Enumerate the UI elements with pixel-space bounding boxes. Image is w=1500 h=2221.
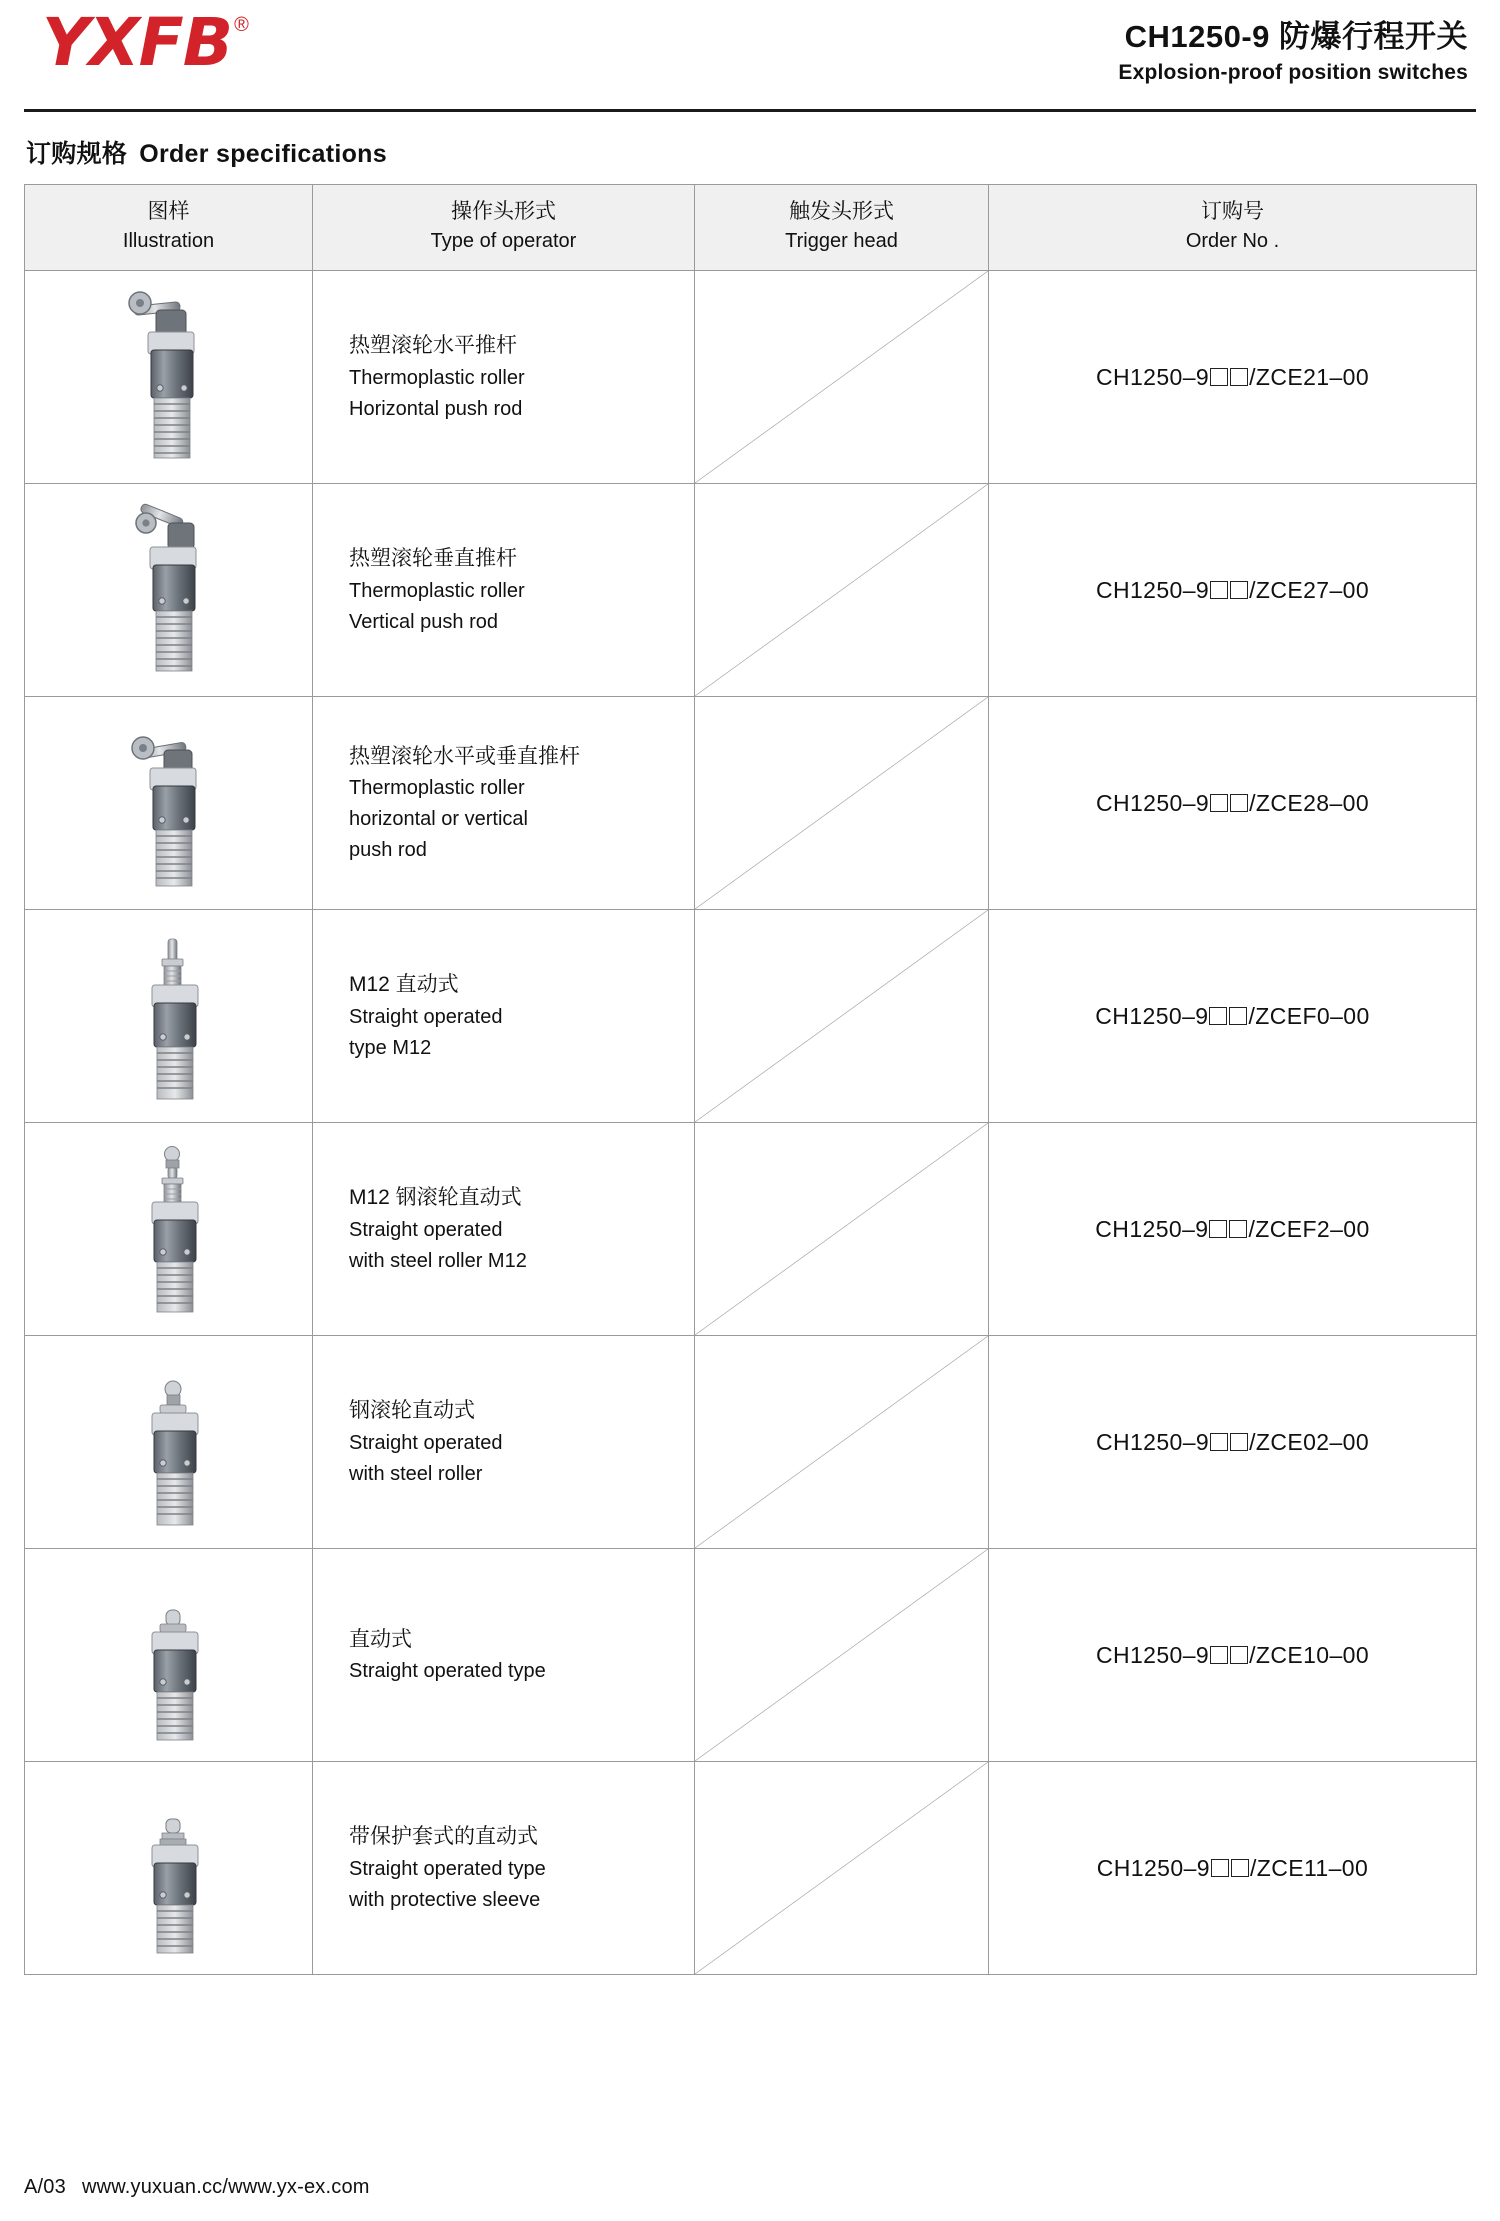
type-of-operator-cell xyxy=(313,1336,695,1549)
trigger-head-cell xyxy=(695,1549,989,1762)
order-no-cell xyxy=(989,1336,1477,1549)
product-title-en: Explosion-proof position switches xyxy=(1118,60,1468,84)
order-suffix: /ZCE21–00 xyxy=(1249,363,1370,390)
diagonal-slash-icon xyxy=(695,910,988,1122)
section-title-cn: 订购规格 xyxy=(26,140,128,168)
order-prefix: CH1250–9 xyxy=(1096,1854,1210,1881)
order-suffix: /ZCE10–00 xyxy=(1249,1641,1370,1668)
illustration-cell xyxy=(25,484,313,697)
table-row xyxy=(25,697,1477,910)
order-suffix: /ZCE11–00 xyxy=(1249,1854,1369,1881)
column-header-illustration xyxy=(25,185,313,271)
illustration-cell xyxy=(25,910,313,1123)
order-no-cell xyxy=(989,1123,1477,1336)
diagonal-slash-icon xyxy=(695,271,988,483)
trigger-head-cell xyxy=(695,1123,989,1336)
type-cn: M12 钢滚轮直动式 xyxy=(349,1186,522,1210)
type-of-operator-cell xyxy=(313,1762,695,1975)
page-footer xyxy=(24,2176,1476,2199)
type-en-line: Straight operated xyxy=(349,1218,503,1241)
registered-trademark-icon: ® xyxy=(234,14,249,36)
order-option-box xyxy=(1229,1220,1247,1238)
order-no-cell xyxy=(989,1762,1477,1975)
order-prefix: CH1250–9 xyxy=(1095,363,1210,390)
trigger-head-cell xyxy=(695,1336,989,1549)
illustration-cell xyxy=(25,697,313,910)
type-of-operator-cell xyxy=(313,484,695,697)
page-code: A/03 xyxy=(24,2176,66,2198)
table-row xyxy=(25,271,1477,484)
column-header-type-of-operator xyxy=(313,185,695,271)
type-cn: 热塑滚轮水平或垂直推杆 xyxy=(349,744,580,768)
order-prefix: CH1250–9 xyxy=(1095,1428,1210,1455)
footer-urls: www.yuxuan.cc/www.yx-ex.com xyxy=(81,2176,370,2198)
illustration-cell xyxy=(25,1549,313,1762)
order-no-cell xyxy=(989,484,1477,697)
section-title-en: Order specifications xyxy=(139,140,387,168)
column-header-type-cn: 操作头形式 xyxy=(451,200,556,223)
trigger-head-cell xyxy=(695,697,989,910)
order-no-cell xyxy=(989,271,1477,484)
order-option-box xyxy=(1230,581,1248,599)
order-option-box xyxy=(1210,794,1228,812)
order-suffix: /ZCE02–00 xyxy=(1249,1428,1370,1455)
order-prefix: CH1250–9 xyxy=(1095,576,1210,603)
illustration-cell xyxy=(25,1762,313,1975)
column-header-trigger-en: Trigger head xyxy=(785,230,898,253)
order-specifications-table xyxy=(24,184,1477,1975)
header-titles xyxy=(1118,10,1476,86)
limit-switch-straight-plunger-protective-sleeve-image xyxy=(94,1771,244,1961)
type-cn: 直动式 xyxy=(349,1627,412,1651)
type-of-operator-cell xyxy=(313,1123,695,1336)
order-option-box xyxy=(1210,581,1228,599)
column-header-order-no xyxy=(989,185,1477,271)
limit-switch-horizontal-roller-lever-image xyxy=(94,280,244,470)
type-of-operator-cell xyxy=(313,697,695,910)
page-header xyxy=(24,0,1476,128)
trigger-head-cell xyxy=(695,271,989,484)
order-prefix: CH1250–9 xyxy=(1095,1641,1210,1668)
order-prefix: CH1250–9 xyxy=(1095,789,1210,816)
type-en-line: push rod xyxy=(349,839,427,862)
order-prefix: CH1250–9 xyxy=(1095,1002,1209,1029)
column-header-order-cn: 订购号 xyxy=(1201,200,1264,223)
order-suffix: /ZCEF0–00 xyxy=(1248,1002,1370,1029)
order-suffix: /ZCE28–00 xyxy=(1249,789,1370,816)
illustration-cell xyxy=(25,271,313,484)
type-cn: M12 直动式 xyxy=(349,973,459,997)
order-option-box xyxy=(1231,1859,1249,1877)
table-header-row xyxy=(25,185,1477,271)
trigger-head-cell xyxy=(695,1762,989,1975)
table-row xyxy=(25,1762,1477,1975)
illustration-cell xyxy=(25,1336,313,1549)
type-en-line: Straight operated xyxy=(349,1431,503,1454)
product-title-cn: CH1250-9 防爆行程开关 xyxy=(1124,19,1468,54)
table-row xyxy=(25,1549,1477,1762)
brand-logo xyxy=(24,4,249,81)
type-cn: 热塑滚轮垂直推杆 xyxy=(349,547,517,571)
type-en-line: Straight operated type xyxy=(349,1857,546,1880)
order-option-box xyxy=(1229,1007,1247,1025)
order-option-box xyxy=(1209,1220,1227,1238)
column-header-type-en: Type of operator xyxy=(430,230,577,253)
illustration-cell xyxy=(25,1123,313,1336)
order-option-box xyxy=(1230,368,1248,386)
type-en-line: Thermoplastic roller xyxy=(349,579,525,602)
table-row xyxy=(25,484,1477,697)
column-header-illustration-cn: 图样 xyxy=(147,200,190,223)
order-option-box xyxy=(1210,1433,1228,1451)
order-no-cell xyxy=(989,697,1477,910)
order-option-box xyxy=(1210,1646,1228,1664)
diagonal-slash-icon xyxy=(695,484,988,696)
section-title xyxy=(26,134,1476,170)
type-en-line: Vertical push rod xyxy=(349,610,498,633)
type-cn: 钢滚轮直动式 xyxy=(349,1399,475,1423)
table-row xyxy=(25,1123,1477,1336)
diagonal-slash-icon xyxy=(695,1123,988,1335)
order-option-box xyxy=(1209,1007,1227,1025)
order-suffix: /ZCE27–00 xyxy=(1249,576,1370,603)
diagonal-slash-icon xyxy=(695,697,988,909)
order-option-box xyxy=(1230,794,1248,812)
type-of-operator-cell xyxy=(313,1549,695,1762)
logo-text: YXFB xyxy=(42,4,233,81)
type-en-line: with protective sleeve xyxy=(349,1888,541,1911)
limit-switch-straight-plunger-image xyxy=(94,1558,244,1748)
type-cn: 带保护套式的直动式 xyxy=(349,1825,538,1849)
column-header-illustration-en: Illustration xyxy=(122,230,215,253)
limit-switch-straight-m12-image xyxy=(94,919,244,1109)
type-en-line: with steel roller M12 xyxy=(349,1249,527,1272)
table-row xyxy=(25,910,1477,1123)
type-en-line: Straight operated type xyxy=(349,1660,546,1683)
type-en-line: with steel roller xyxy=(349,1462,483,1485)
order-option-box xyxy=(1230,1433,1248,1451)
trigger-head-cell xyxy=(695,910,989,1123)
column-header-trigger-cn: 触发头形式 xyxy=(789,200,894,223)
type-en-line: Thermoplastic roller xyxy=(349,777,525,800)
limit-switch-straight-steel-roller-m12-image xyxy=(94,1132,244,1322)
type-of-operator-cell xyxy=(313,271,695,484)
order-no-cell xyxy=(989,1549,1477,1762)
type-en-line: Horizontal push rod xyxy=(349,397,523,420)
order-prefix: CH1250–9 xyxy=(1095,1215,1209,1242)
limit-switch-straight-steel-roller-image xyxy=(94,1345,244,1535)
type-en-line: horizontal or vertical xyxy=(349,808,528,831)
type-en-line: type M12 xyxy=(349,1036,432,1059)
limit-switch-vertical-roller-lever-image xyxy=(94,493,244,683)
type-en-line: Thermoplastic roller xyxy=(349,366,525,389)
order-no-cell xyxy=(989,910,1477,1123)
diagonal-slash-icon xyxy=(695,1336,988,1548)
type-en-line: Straight operated xyxy=(349,1005,503,1028)
column-header-trigger-head xyxy=(695,185,989,271)
table-row xyxy=(25,1336,1477,1549)
type-cn: 热塑滚轮水平推杆 xyxy=(349,334,517,358)
order-option-box xyxy=(1211,1859,1229,1877)
diagonal-slash-icon xyxy=(695,1762,988,1974)
order-option-box xyxy=(1230,1646,1248,1664)
order-option-box xyxy=(1210,368,1228,386)
type-of-operator-cell xyxy=(313,910,695,1123)
limit-switch-horizontal-or-vertical-roller-lever-image xyxy=(94,706,244,896)
header-divider xyxy=(24,109,1476,112)
trigger-head-cell xyxy=(695,484,989,697)
diagonal-slash-icon xyxy=(695,1549,988,1761)
order-suffix: /ZCEF2–00 xyxy=(1248,1215,1370,1242)
column-header-order-en: Order No . xyxy=(1185,230,1280,253)
